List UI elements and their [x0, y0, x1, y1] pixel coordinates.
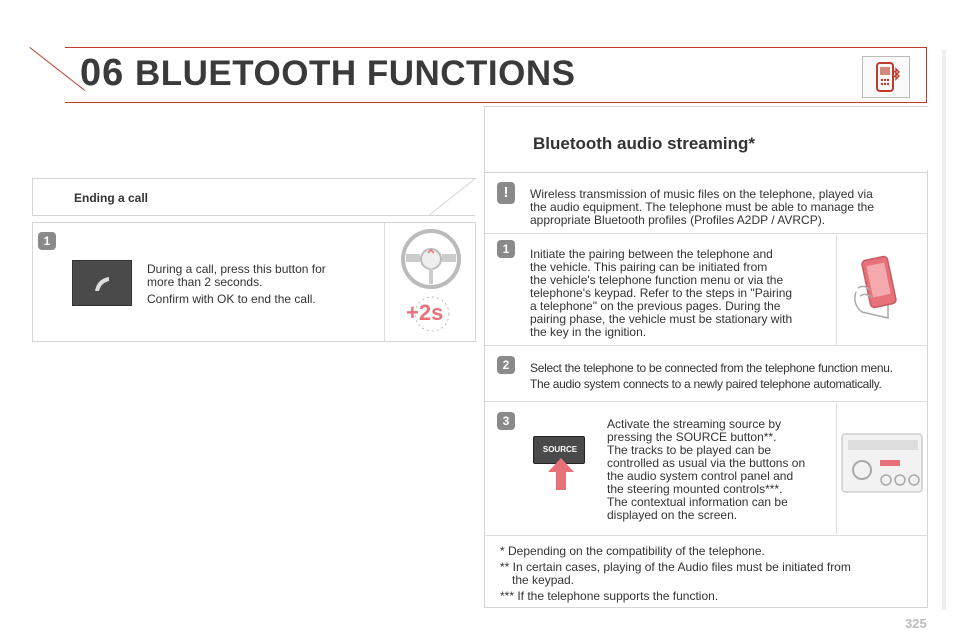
bluetooth-streaming-panel: [484, 106, 928, 608]
ending-call-line3: Confirm with OK to end the call.: [147, 292, 316, 306]
footnote-2: ** In certain cases, playing of the Audio files must be initiated from: [500, 560, 851, 574]
page-number: 325: [905, 616, 927, 631]
step2-divider: [485, 401, 927, 402]
warning-line3: appropriate Bluetooth profiles (Profiles A2DP / AVRCP).: [530, 213, 826, 227]
step1-badge: 1: [497, 240, 515, 258]
step1-line3: the vehicle's telephone function menu or via the: [530, 273, 784, 287]
step3-line3: The tracks to be played can be: [607, 443, 772, 457]
footnote-3: *** If the telephone supports the function.: [500, 589, 719, 603]
step1-line4: telephone's keypad. Refer to the steps in "Pairing: [530, 286, 793, 300]
steering-wheel-icon: [398, 228, 464, 290]
step1-image-divider: [836, 234, 837, 345]
chapter-number: 06: [80, 52, 125, 94]
footnote-2-cont: the keypad.: [512, 573, 575, 587]
chapter-title: BLUETOOTH FUNCTIONS: [135, 54, 576, 93]
phone-hangup-icon: [73, 261, 133, 307]
ending-call-line2: more than 2 seconds.: [147, 275, 263, 289]
title-divider: [485, 172, 927, 173]
step1-line2: the vehicle. This pairing can be initiated from: [530, 260, 768, 274]
step3-line4: controlled as usual via the buttons on: [607, 456, 806, 470]
step1-line6: pairing phase, the vehicle must be stationary with: [530, 312, 793, 326]
warning-line2: the audio equipment. The telephone must be able to manage the: [530, 200, 875, 214]
footnote-1: * Depending on the compatibility of the telephone.: [500, 544, 765, 558]
streaming-title: Bluetooth audio streaming*: [533, 134, 755, 153]
image-divider: [384, 223, 385, 341]
warning-line1: Wireless transmission of music files on the telephone, played via: [530, 187, 873, 201]
ending-call-heading: Ending a call: [74, 191, 149, 205]
step3-line5: the audio system control panel and: [607, 469, 794, 483]
step3-line7: The contextual information can be: [607, 495, 788, 509]
hold-label: +2s: [406, 300, 444, 325]
step1-divider: [485, 345, 927, 346]
step-badge: 1: [38, 232, 56, 250]
step3-line2: pressing the SOURCE button**.: [607, 430, 777, 444]
audio-panel-icon: [840, 430, 924, 494]
step3-line1: Activate the streaming source by: [607, 417, 782, 431]
warning-divider: [485, 233, 927, 234]
step2-line2: The audio system connects to a newly paired telephone automatically.: [530, 377, 882, 391]
step2-badge: 2: [497, 356, 515, 374]
step1-line5: a telephone" on the previous pages. During the: [530, 299, 781, 313]
step3-badge: 3: [497, 412, 515, 430]
bluetooth-phone-icon: [862, 56, 910, 98]
warning-badge: !: [497, 182, 515, 204]
ending-call-line1: During a call, press this button for: [147, 262, 326, 276]
step3-line8: displayed on the screen.: [607, 508, 738, 522]
step3-line6: the steering mounted controls***.: [607, 482, 783, 496]
step1-line7: the key in the ignition.: [530, 325, 647, 339]
source-button-label: SOURCE: [542, 445, 578, 454]
arrow-up-icon: [546, 458, 576, 490]
smartphone-hand-icon: [848, 252, 908, 322]
phone-hangup-button: [72, 260, 132, 306]
page-edge: [942, 50, 946, 610]
streaming-title-box: [484, 106, 928, 170]
step3-divider: [485, 535, 927, 536]
step3-image-divider: [836, 402, 837, 534]
step1-line1: Initiate the pairing between the telephone and: [530, 247, 773, 261]
step2-line1: Select the telephone to be connected from the telephone function menu.: [530, 361, 893, 375]
